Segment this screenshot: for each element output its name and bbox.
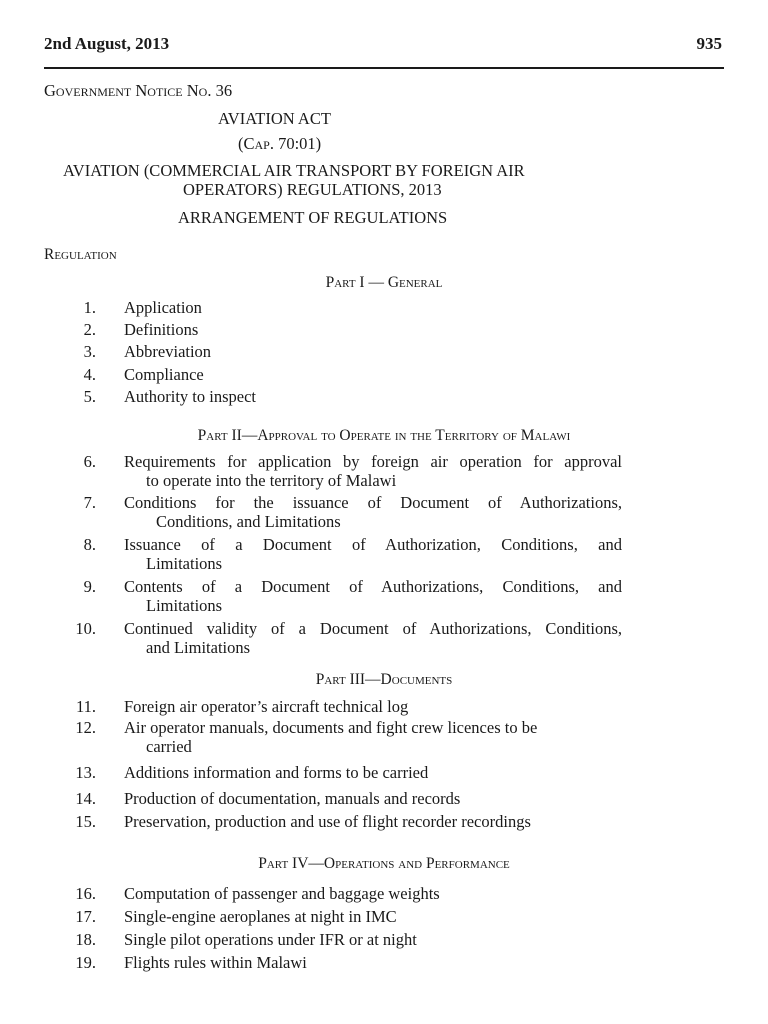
regulation-title: Flights rules within Malawi <box>124 953 307 972</box>
regulation-number: 11. <box>75 697 96 716</box>
regulation-title-continuation: to operate into the territory of Malawi <box>146 471 397 490</box>
regulation-number: 15. <box>75 812 96 831</box>
header-rule <box>44 67 724 69</box>
regulation-number: 12. <box>75 718 96 737</box>
part-heading: Part III—Documents <box>315 671 453 688</box>
regulation-title-continuation: and Limitations <box>146 638 251 657</box>
regulations-title-line-1: AVIATION (COMMERCIAL AIR TRANSPORT BY FOREIGN AIR <box>63 161 525 180</box>
part-heading: Part I — General <box>325 274 443 291</box>
part-heading: Part IV—Operations and Performance <box>258 855 510 872</box>
regulation-number: 3. <box>83 342 96 361</box>
regulation-title-continuation: Limitations <box>146 596 223 615</box>
regulation-number: 8. <box>83 535 96 554</box>
regulation-title: Abbreviation <box>124 342 212 361</box>
regulation-title: Compliance <box>124 365 204 384</box>
regulation-title: Definitions <box>124 320 199 339</box>
regulation-number: 16. <box>75 884 96 903</box>
part-heading: Part II—Approval to Operate in the Territory of Malawi <box>197 427 571 444</box>
regulation-number: 9. <box>83 577 96 596</box>
regulation-title <box>124 535 622 573</box>
regulation-title: Computation of passenger and baggage weights <box>124 884 440 903</box>
regulation-title: Single-engine aeroplanes at night in IMC <box>124 907 397 926</box>
regulation-title-continuation: carried <box>146 737 192 756</box>
regulation-title-line: Issuance of a Document of Authorization, Conditions, and <box>124 535 622 554</box>
regulation-title: Preservation, production and use of flight recorder recordings <box>124 812 531 831</box>
regulation-title-line: Air operator manuals, documents and fight crew licences to be <box>124 718 538 737</box>
regulation-number: 7. <box>83 493 96 512</box>
regulation-title-line: Conditions for the issuance of Document of Authorizations, <box>124 493 622 512</box>
regulation-title <box>124 619 622 657</box>
regulations-title-line-2: OPERATORS) REGULATIONS, 2013 <box>183 180 442 199</box>
regulation-column-label: Regulation <box>44 246 117 263</box>
regulation-title-continuation: Conditions, and Limitations <box>156 512 341 531</box>
regulation-title-line: Continued validity of a Document of Authorizations, Conditions, <box>124 619 622 638</box>
regulation-title <box>124 577 622 615</box>
act-title: AVIATION ACT <box>218 109 331 128</box>
gazette-date: 2nd August, 2013 <box>44 34 170 53</box>
regulation-title: Authority to inspect <box>124 387 256 406</box>
government-notice: Government Notice No. 36 <box>44 81 233 100</box>
regulation-title: Foreign air operator’s aircraft technical log <box>124 697 409 716</box>
regulation-title-continuation: Limitations <box>146 554 223 573</box>
regulation-number: 14. <box>75 789 96 808</box>
regulation-title: Additions information and forms to be carried <box>124 763 429 782</box>
regulation-number: 6. <box>83 452 96 471</box>
regulation-number: 1. <box>83 298 96 317</box>
regulation-title-line: Contents of a Document of Authorizations, Conditions, and <box>124 577 622 596</box>
regulation-title <box>124 493 622 531</box>
cap-reference: (Cap. 70:01) <box>238 134 322 153</box>
regulation-title: Single pilot operations under IFR or at night <box>124 930 417 949</box>
regulation-number: 5. <box>83 387 96 406</box>
regulation-number: 13. <box>75 763 96 782</box>
arrangement-heading: ARRANGEMENT OF REGULATIONS <box>178 208 448 227</box>
regulation-title-line: Requirements for application by foreign air operation for approval <box>124 452 622 471</box>
regulation-number: 10. <box>75 619 96 638</box>
regulation-number: 18. <box>75 930 96 949</box>
regulation-number: 19. <box>75 953 96 972</box>
regulation-title: Production of documentation, manuals and records <box>124 789 461 808</box>
regulation-title <box>124 718 622 756</box>
regulation-number: 4. <box>83 365 96 384</box>
regulation-title <box>124 452 622 490</box>
regulation-title: Application <box>124 298 202 317</box>
regulation-number: 17. <box>75 907 96 926</box>
regulation-number: 2. <box>83 320 96 339</box>
page-number: 935 <box>696 34 722 53</box>
